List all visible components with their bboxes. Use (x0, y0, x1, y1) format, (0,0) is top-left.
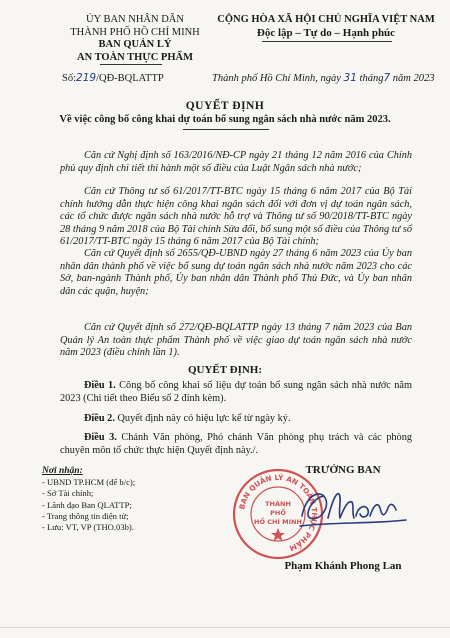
date-day-handwritten: 31 (343, 72, 357, 84)
recipients-block (42, 466, 222, 533)
seal-center-line: THÀNH (265, 500, 291, 508)
recipient-item: - Trang thông tin điện tử; (42, 510, 129, 521)
document-subtitle: Về việc công bố công khai dự toán bổ sung ngân sách nhà nước năm 2023. (59, 114, 391, 125)
preamble-paragraph: Căn cứ Nghị định số 163/2016/NĐ-CP ngày 21 tháng 12 năm 2016 của Chính phủ quy định chi tiết thi hành một số điều của Luật Ngân sách nhà nước; (60, 150, 412, 174)
article-label: Điều 1. (84, 380, 116, 391)
authority-line-2: THÀNH PHỐ HỒ CHÍ MINH (70, 26, 200, 38)
handwritten-signature-icon (292, 478, 412, 540)
document-number (62, 72, 164, 84)
recipient-item: - UBND TP.HCM (để b/c); (42, 477, 136, 488)
article-3 (60, 432, 412, 457)
authority-underline (100, 64, 162, 65)
national-motto (210, 14, 442, 39)
seal-center-line: PHỐ (270, 509, 286, 517)
issuing-authority (40, 14, 230, 64)
page-edge-divider (0, 627, 450, 628)
date-year: năm 2023 (392, 73, 435, 84)
date-month-handwritten: 7 (383, 72, 391, 84)
preamble-paragraph: Căn cứ Thông tư số 61/2017/TT-BTC ngày 15 tháng 6 năm 2017 của Bộ Tài chính hướng dẫn thực hiện công khai ngân sách đối với đơn vị dự toán ngân sách, các tổ chức được ngân sách nhà nước hỗ trợ và Thông tư số 90/2018/TT-BTC ngày 28 tháng 9 năm 2018 của Bộ Tài chính Sửa đổi, bổ sung một số điều của Thông tư số 61/2017/TT-BTC ngày 15 tháng 6 năm 2017 của Bộ Tài chính; (60, 186, 412, 248)
article-text: Quyết định này có hiệu lực kể từ ngày ký. (114, 413, 291, 424)
article-text: Công bố công khai số liệu dự toán bổ sung ngân sách nhà nước năm 2023 (Chi tiết theo Biểu số 2 đính kèm). (60, 380, 412, 404)
seal-ring-text: BAN QUẢN LÝ AN TOÀN THỰC PHẨM (237, 472, 320, 553)
preamble-paragraph: Căn cứ Quyết định số 272/QĐ-BQLATTP ngày 13 tháng 7 năm 2023 của Ban Quản lý An toàn thực phẩm Thành phố về việc giao dự toán ngân sách nhà nước năm 2023 (điều chỉnh lần 1). (60, 322, 412, 359)
motto-underline (262, 41, 392, 42)
authority-line-1: ỦY BAN NHÂN DÂN (86, 14, 184, 25)
date-month-label: tháng (359, 73, 384, 84)
motto-line: Độc lập – Tự do – Hạnh phúc (256, 26, 396, 39)
document-title: QUYẾT ĐỊNH (185, 100, 265, 112)
authority-line-3: BAN QUẢN LÝ (98, 39, 172, 50)
recipient-item: - Lưu: VT, VP (THO.03b). (42, 522, 134, 533)
article-1 (60, 380, 412, 405)
seal-center-line: HỒ CHÍ MINH (254, 518, 302, 526)
signatory-title: TRƯỞNG BAN (305, 464, 381, 476)
preamble-paragraph: Căn cứ Quyết định số 2655/QĐ-UBND ngày 27 tháng 6 năm 2023 của Ủy ban nhân dân thành phố về việc bổ sung dự toán ngân sách nhà nước năm 2023 cho các Sở, ban-ngành Thành phố, Ủy ban nhân dân Thành phố Thủ Đức, và Ủy ban nhân dân các quận, huyện; (60, 248, 412, 297)
article-label: Điều 3. (84, 432, 117, 443)
place-and-date (212, 72, 435, 84)
article-text: Chánh Văn phòng, Phó chánh Văn phòng phụ trách và các phòng chuyên môn tổ chức thực hiện Quyết định này./. (60, 432, 412, 456)
article-label: Điều 2. (84, 413, 115, 424)
subtitle-underline (183, 129, 269, 130)
recipient-item: - Sở Tài chính; (42, 488, 94, 499)
document-number-handwritten: 219 (76, 72, 97, 84)
decision-heading: QUYẾT ĐỊNH: (187, 364, 263, 376)
document-number-prefix: Số: (62, 73, 77, 84)
signer-name: Phạm Khánh Phong Lan (284, 560, 402, 572)
place-date-prefix: Thành phố Hồ Chí Minh, ngày (212, 73, 341, 84)
article-2 (60, 413, 412, 426)
national-title: CỘNG HÒA XÃ HỘI CHỦ NGHĨA VIỆT NAM (217, 14, 435, 25)
document-number-suffix: /QĐ-BQLATTP (96, 73, 164, 84)
authority-line-4: AN TOÀN THỰC PHẨM (77, 51, 193, 63)
recipient-item: - Lãnh đạo Ban QLATTP; (42, 499, 132, 510)
recipients-title: Nơi nhận: (42, 466, 83, 476)
